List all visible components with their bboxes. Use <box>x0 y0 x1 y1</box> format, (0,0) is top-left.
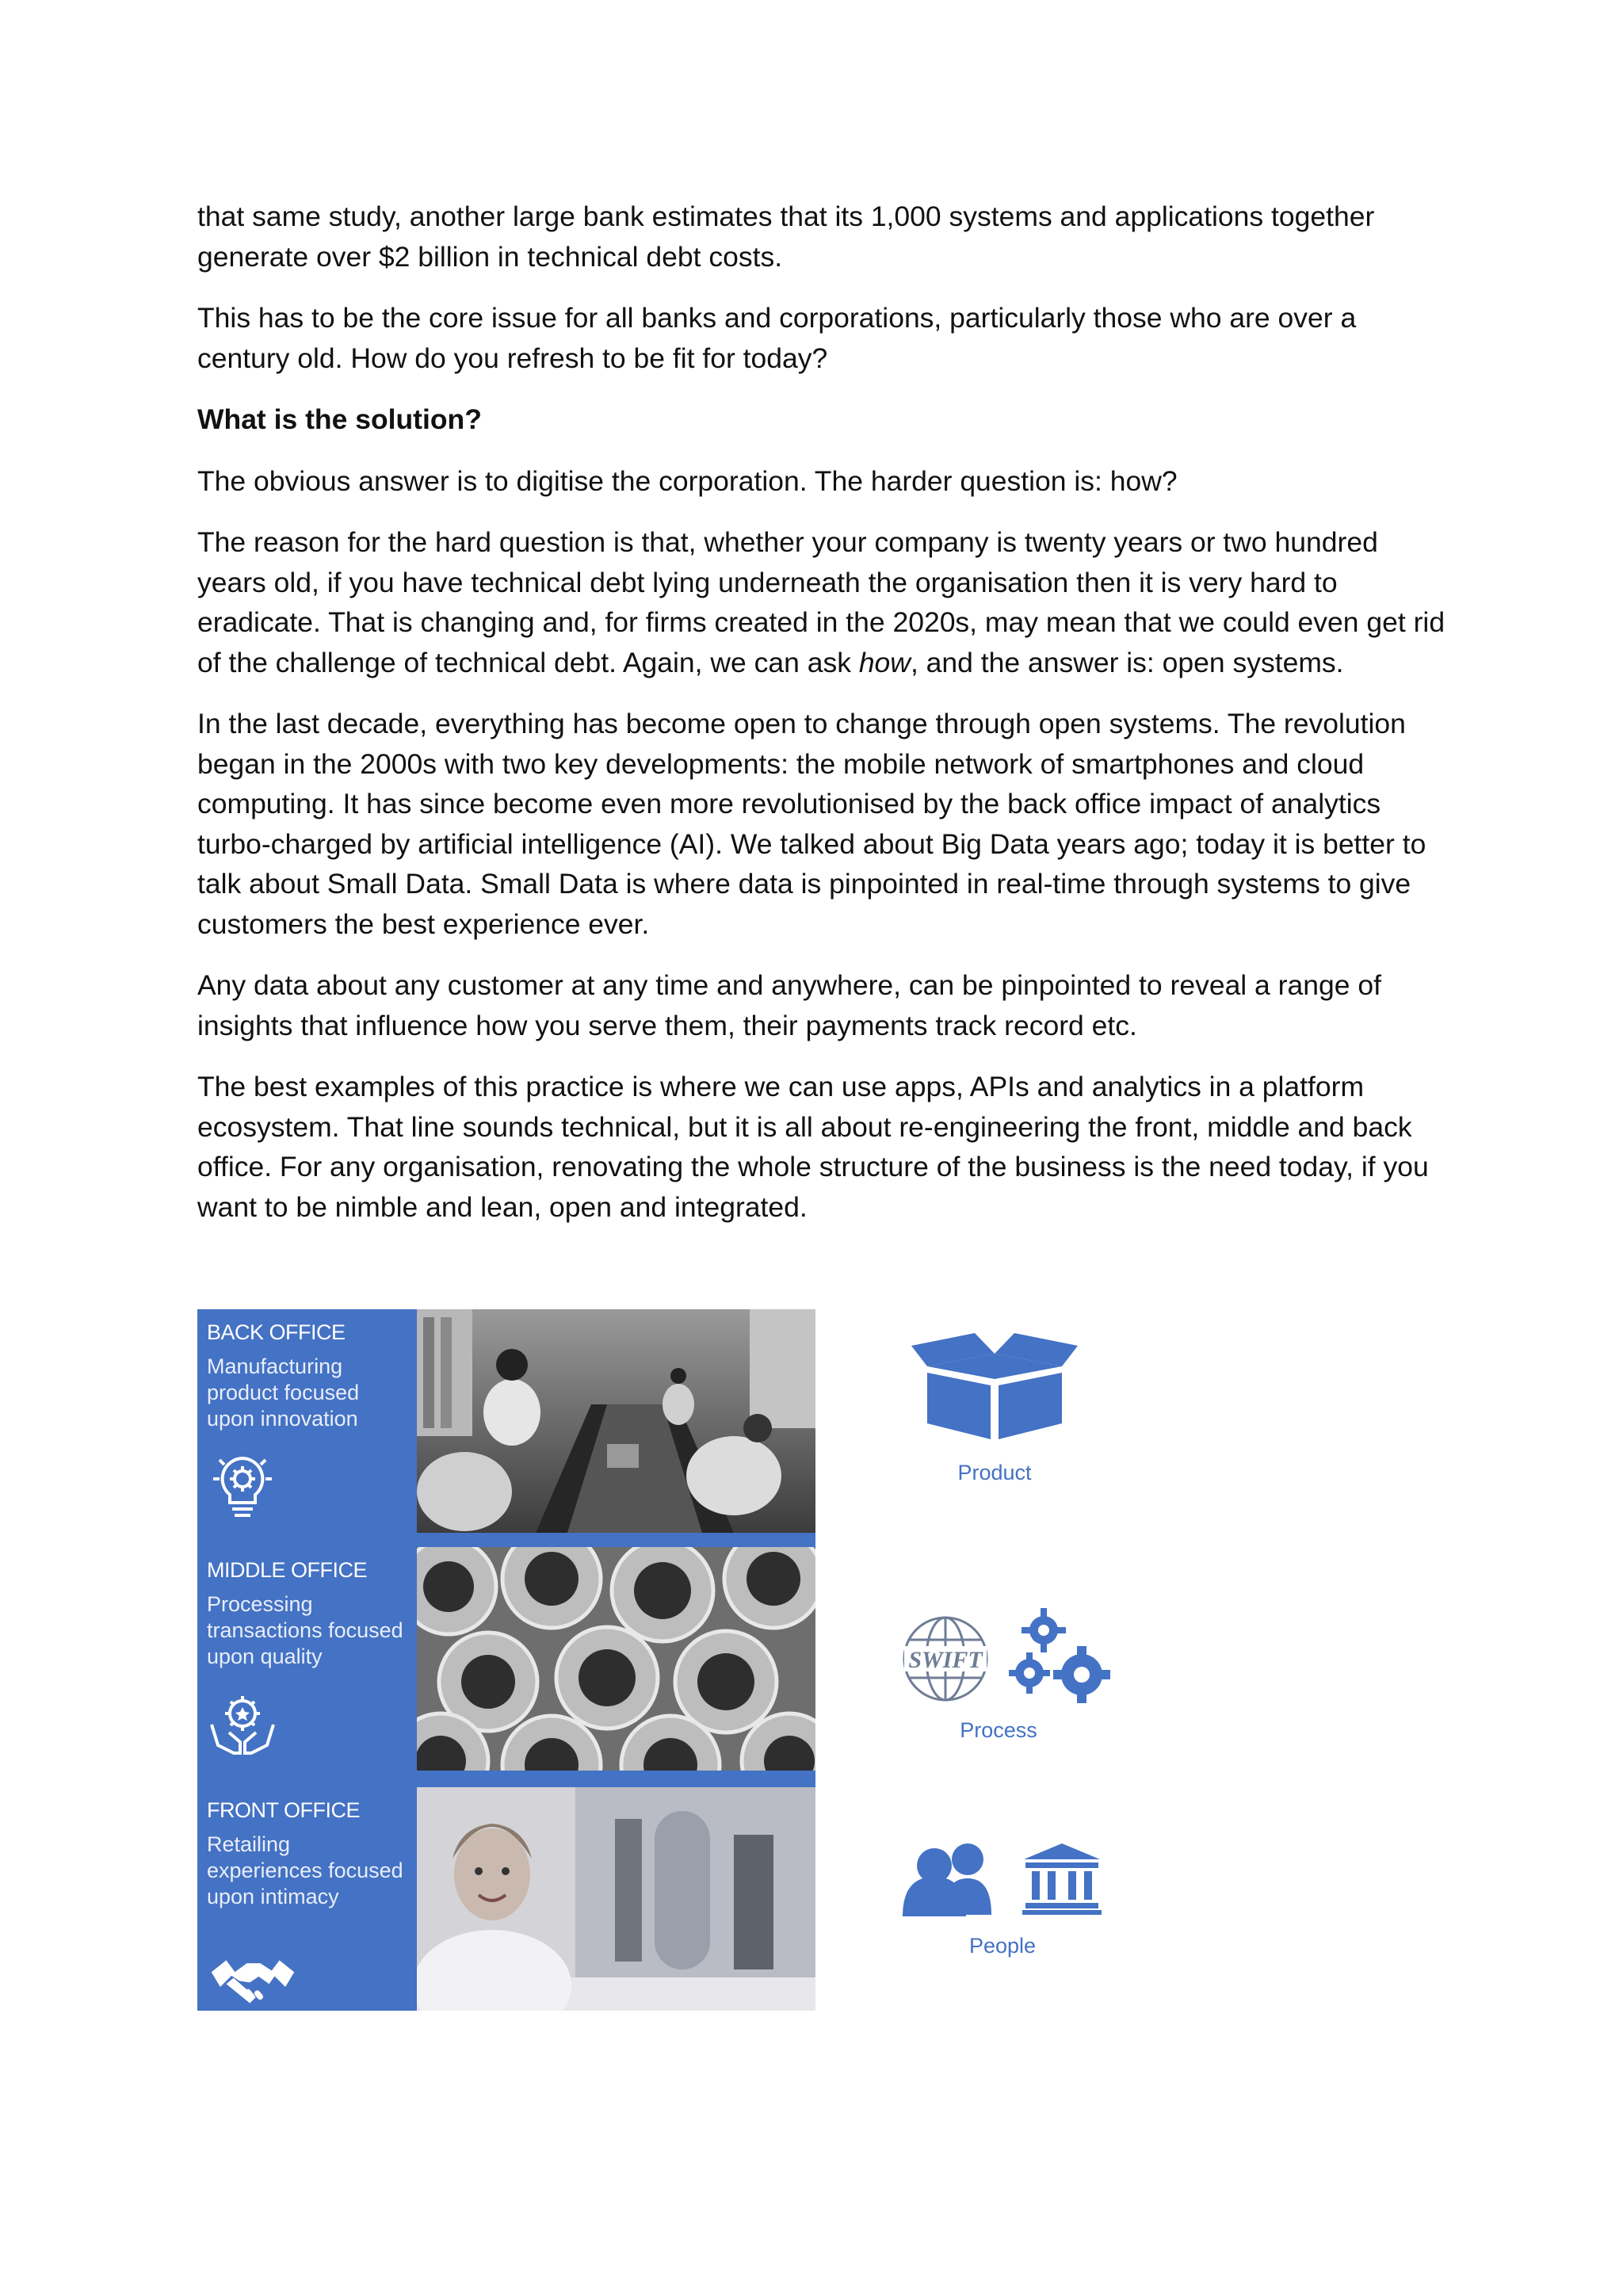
panel-divider <box>417 1773 815 1787</box>
panel-label-column <box>197 1787 416 2011</box>
side-label-process: Process <box>960 1718 1037 1742</box>
paragraph: that same study, another large bank estimates that its 1,000 systems and applications together generate over $2 billion in technical debt costs. <box>197 201 1375 273</box>
panel-front-office <box>197 1787 815 2011</box>
panel-back-office <box>197 1309 815 1533</box>
panel-description <box>207 1832 413 1910</box>
panel-title: BACK OFFICE <box>207 1320 346 1344</box>
side-label-product: Product <box>957 1461 1032 1484</box>
swift-text: SWIFT <box>908 1647 983 1673</box>
paragraph: The best examples of this practice is where we can use apps, APIs and analytics in a platform ecosystem. That line sounds technical, but it is all about re-engineering the front, middle and back office. For any organisation, renovating the whole structure of the business is the need today, if you want to be nimble and lean, open and integrated. <box>197 1071 1429 1223</box>
panel-label-column <box>197 1309 416 1533</box>
desc-line: experiences focused <box>207 1859 403 1882</box>
desc-line: transactions focused <box>207 1618 403 1642</box>
office-figure <box>197 1309 815 2011</box>
people-group <box>899 1839 1113 1981</box>
gears-photo <box>417 1547 815 1771</box>
panel-description <box>207 1354 413 1432</box>
paragraph: Any data about any customer at any time and anywhere, can be pinpointed to reveal a range of insights that influence how you serve them, their payments track record etc. <box>197 969 1381 1041</box>
open-box-icon <box>911 1331 1078 1442</box>
desc-line: upon innovation <box>207 1407 358 1431</box>
panel-middle-office <box>197 1547 815 1771</box>
paragraph: This has to be the core issue for all banks and corporations, particularly those who are over a century old. How do you refresh to be fit for today? <box>197 302 1357 374</box>
factory-photo <box>417 1309 815 1533</box>
desc-line: Processing <box>207 1592 313 1616</box>
desc-line: Retailing <box>207 1832 291 1856</box>
desc-line: product focused <box>207 1381 360 1404</box>
panel-title: MIDDLE OFFICE <box>207 1558 368 1582</box>
article-body <box>197 197 1449 1248</box>
paragraph: In the last decade, everything has become open to change through open systems. The revolution began in the 2000s with two key developments: the mobile network of smartphones and cloud computing. It has since become even more revolutionised by the back office impact of analytics turbo-charged by artificial intelligence (AI). We talked about Big Data years ago; today it is better to talk about Small Data. Small Data is where data is pinpointed in real-time through systems to give customers the best experience ever. <box>197 708 1426 940</box>
gears-icon <box>1002 1605 1113 1708</box>
desc-line: upon intimacy <box>207 1885 339 1908</box>
section-heading: What is the solution? <box>197 403 482 435</box>
hands-star-gear-icon <box>207 1690 278 1761</box>
desc-line: upon quality <box>207 1645 323 1668</box>
retail-photo <box>417 1787 815 2011</box>
italic-word: how <box>858 646 911 678</box>
process-group <box>899 1605 1113 1748</box>
people-icon <box>899 1839 1002 1918</box>
paragraph: The obvious answer is to digitise the corporation. The harder question is: how? <box>197 464 1178 497</box>
swift-globe-icon <box>899 1613 991 1705</box>
side-label-people: People <box>968 1934 1037 1958</box>
paragraph-text: The reason for the hard question is that, whether your company is twenty years or two hundred years old, if you have technical debt lying underneath the organisation then it is very hard to eradicate. That is changing and, for firms created in the 2020s, may mean that we could even get rid of the challenge of technical debt. Again, we can ask <box>197 526 1445 678</box>
paragraph-text: , and the answer is: open systems. <box>910 646 1344 678</box>
handshake-icon <box>207 1943 299 2009</box>
desc-line: Manufacturing <box>207 1354 343 1378</box>
bank-building-icon <box>1022 1842 1102 1915</box>
panel-label-column <box>197 1547 416 1771</box>
paragraph-how <box>197 522 1449 682</box>
product-group <box>903 1331 1078 1498</box>
lightbulb-gear-icon <box>207 1452 278 1523</box>
panel-description <box>207 1591 413 1670</box>
panel-title: FRONT OFFICE <box>207 1798 360 1822</box>
panel-divider <box>417 1533 815 1547</box>
